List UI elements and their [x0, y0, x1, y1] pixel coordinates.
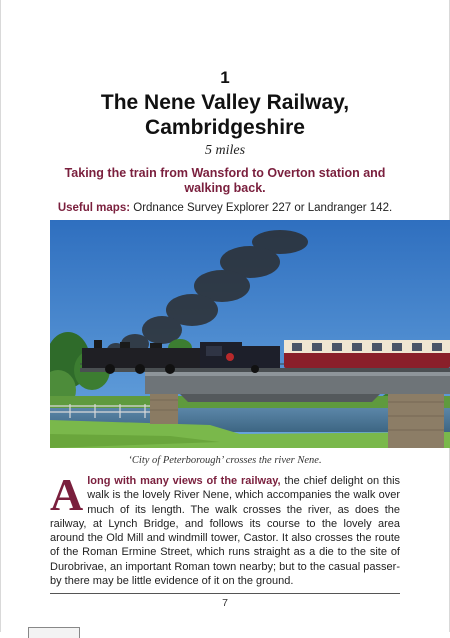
footer-rule — [50, 593, 400, 594]
walk-distance: 5 miles — [204, 143, 246, 158]
bridge-pier-right — [388, 390, 444, 448]
body-text: the chief delight on this walk is the lovely River Nene, which accompanies the walk over much of its length. The walk crosses the river, as does the railway, at Lynch Bridge, and follows its course to the lovely area around the Old Mill and windmill tower, Castor. It also crosses the route of the Roman Ermine Street, which runs straight as a die to the site of Durobrivae, an important Roman town nearby; but to the casual passer-by there may be little evidence of it on the ground. — [50, 475, 401, 588]
chapter-title: The Nene Valley Railway, Cambridgeshire — [100, 91, 350, 139]
useful-maps-text: Ordnance Survey Explorer 227 or Landranger 142. — [133, 202, 393, 214]
body-paragraph — [50, 469, 401, 588]
coaches — [284, 340, 450, 368]
drop-cap: A — [50, 469, 84, 520]
chapter-number: 1 — [220, 68, 230, 87]
lead-in: long with many views of the railway, — [87, 475, 281, 487]
walk-subtitle: Taking the train from Wansford to Overton station and walking back. — [64, 166, 386, 195]
photo-caption: ‘City of Peterborough’ crosses the river Nene. — [128, 455, 322, 466]
useful-maps-label: Useful maps: — [57, 202, 131, 214]
useful-maps — [0, 202, 450, 214]
railway-photo — [50, 220, 450, 448]
bridge-pier-left — [150, 390, 178, 424]
next-page-tab — [28, 627, 80, 638]
page-number: 7 — [222, 597, 228, 609]
